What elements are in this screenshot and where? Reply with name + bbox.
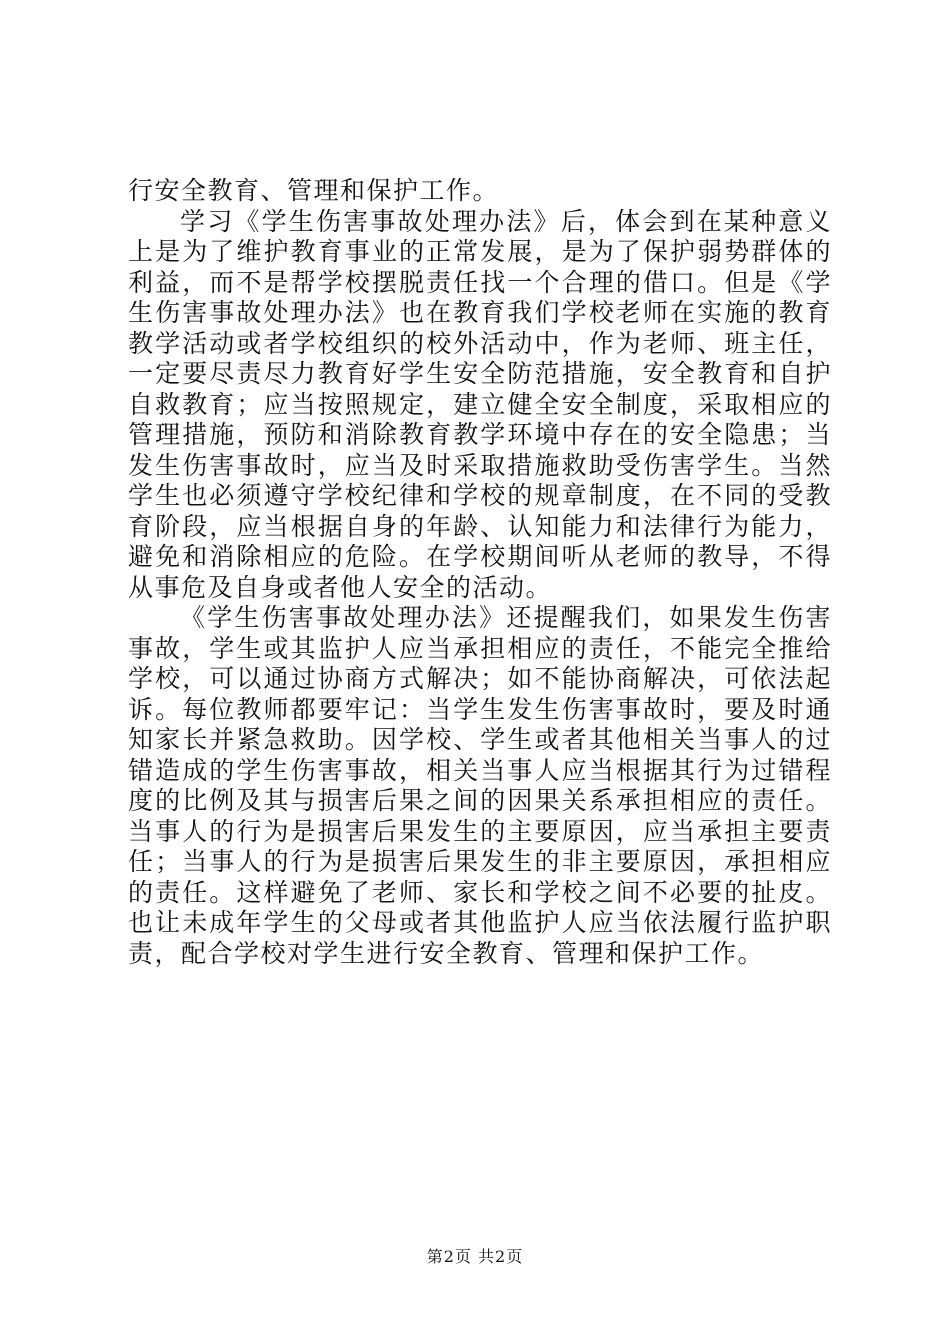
paragraph-continuation: 行安全教育、管理和保护工作。 xyxy=(128,176,500,205)
page-number-footer: 第2页 共2页 xyxy=(426,1247,524,1266)
document-body xyxy=(128,176,832,969)
paragraph-study-reflection: 学习《学生伤害事故处理办法》后，体会到在某种意义上是为了维护教育事业的正常发展，是为了保护弱势群体的利益，而不是帮学校摆脱责任找一个合理的借口。但是《学生伤害事故处理办法》也在教育我们学校老师在实施的教育教学活动或者学校组织的校外活动中，作为老师、班主任，一定要尽责尽力教育好学生安全防范措施，安全教育和自护自救教育；应当按照规定，建立健全安全制度，采取相应的管理措施，预防和消除教育教学环境中存在的安全隐患；当发生伤害事故时，应当及时采取措施救助受伤害学生。当然学生也必须遵守学校纪律和学校的规章制度，在不同的受教育阶段，应当根据自身的年龄、认知能力和法律行为能力，避免和消除相应的危险。在学校期间听从老师的教导，不得从事危及自身或者他人安全的活动。 xyxy=(128,206,832,602)
paragraph-liability-reminder: 《学生伤害事故处理办法》还提醒我们，如果发生伤害事故，学生或其监护人应当承担相应的责任，不能完全推给学校，可以通过协商方式解决；如不能协商解决，可依法起诉。每位教师都要牢记：当学生发生伤害事故时，要及时通知家长并紧急救助。因学校、学生或者其他相关当事人的过错造成的学生伤害事故，相关当事人应当根据其行为过错程度的比例及其与损害后果之间的因果关系承担相应的责任。当事人的行为是损害后果发生的主要原因，应当承担主要责任；当事人的行为是损害后果发生的非主要原因，承担相应的责任。这样避免了老师、家长和学校之间不必要的扯皮。也让未成年学生的父母或者其他监护人应当依法履行监护职责，配合学校对学生进行安全教育、管理和保护工作。 xyxy=(128,603,832,968)
